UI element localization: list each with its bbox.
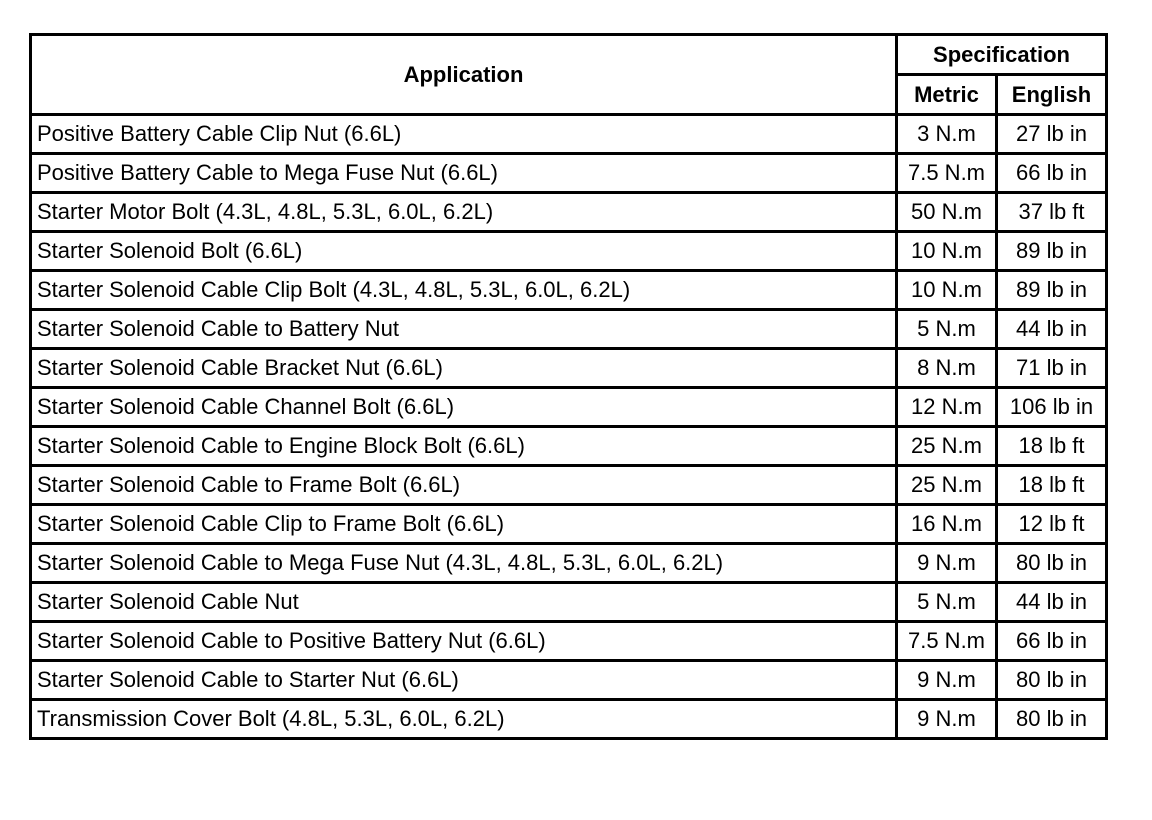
cell-english: 18 lb ft [997, 427, 1107, 466]
cell-metric: 10 N.m [897, 271, 997, 310]
cell-english: 89 lb in [997, 271, 1107, 310]
cell-application: Transmission Cover Bolt (4.8L, 5.3L, 6.0L, 6.2L) [31, 700, 897, 739]
cell-metric: 5 N.m [897, 310, 997, 349]
table-body [31, 115, 1107, 739]
cell-english: 66 lb in [997, 154, 1107, 193]
cell-metric: 12 N.m [897, 388, 997, 427]
cell-metric: 25 N.m [897, 427, 997, 466]
cell-metric: 16 N.m [897, 505, 997, 544]
table-row [31, 115, 1107, 154]
header-metric: Metric [897, 75, 997, 115]
table-row [31, 427, 1107, 466]
cell-metric: 50 N.m [897, 193, 997, 232]
cell-english: 37 lb ft [997, 193, 1107, 232]
cell-english: 27 lb in [997, 115, 1107, 154]
cell-application: Starter Solenoid Cable to Frame Bolt (6.6L) [31, 466, 897, 505]
cell-english: 44 lb in [997, 583, 1107, 622]
table-row [31, 661, 1107, 700]
cell-application: Starter Solenoid Cable Channel Bolt (6.6L) [31, 388, 897, 427]
table-row [31, 466, 1107, 505]
cell-metric: 9 N.m [897, 544, 997, 583]
cell-english: 12 lb ft [997, 505, 1107, 544]
table-row [31, 388, 1107, 427]
cell-metric: 25 N.m [897, 466, 997, 505]
cell-metric: 3 N.m [897, 115, 997, 154]
cell-english: 71 lb in [997, 349, 1107, 388]
table-row [31, 583, 1107, 622]
torque-spec-table [29, 33, 1108, 740]
cell-metric: 9 N.m [897, 700, 997, 739]
cell-english: 80 lb in [997, 544, 1107, 583]
cell-application: Positive Battery Cable Clip Nut (6.6L) [31, 115, 897, 154]
cell-application: Positive Battery Cable to Mega Fuse Nut (6.6L) [31, 154, 897, 193]
cell-english: 44 lb in [997, 310, 1107, 349]
cell-metric: 8 N.m [897, 349, 997, 388]
cell-english: 80 lb in [997, 700, 1107, 739]
cell-application: Starter Solenoid Cable Nut [31, 583, 897, 622]
cell-metric: 7.5 N.m [897, 622, 997, 661]
cell-application: Starter Solenoid Cable to Positive Battery Nut (6.6L) [31, 622, 897, 661]
cell-application: Starter Solenoid Cable to Battery Nut [31, 310, 897, 349]
table-row [31, 310, 1107, 349]
cell-application: Starter Motor Bolt (4.3L, 4.8L, 5.3L, 6.0L, 6.2L) [31, 193, 897, 232]
header-specification: Specification [897, 35, 1107, 75]
cell-application: Starter Solenoid Cable Clip Bolt (4.3L, 4.8L, 5.3L, 6.0L, 6.2L) [31, 271, 897, 310]
header-english: English [997, 75, 1107, 115]
cell-english: 89 lb in [997, 232, 1107, 271]
cell-application: Starter Solenoid Cable to Mega Fuse Nut (4.3L, 4.8L, 5.3L, 6.0L, 6.2L) [31, 544, 897, 583]
cell-metric: 9 N.m [897, 661, 997, 700]
cell-application: Starter Solenoid Cable to Engine Block Bolt (6.6L) [31, 427, 897, 466]
table-row [31, 700, 1107, 739]
cell-english: 66 lb in [997, 622, 1107, 661]
cell-metric: 7.5 N.m [897, 154, 997, 193]
cell-english: 18 lb ft [997, 466, 1107, 505]
table-row [31, 544, 1107, 583]
header-application: Application [31, 35, 897, 115]
cell-application: Starter Solenoid Cable Bracket Nut (6.6L) [31, 349, 897, 388]
table-row [31, 622, 1107, 661]
cell-application: Starter Solenoid Cable Clip to Frame Bolt (6.6L) [31, 505, 897, 544]
cell-application: Starter Solenoid Cable to Starter Nut (6.6L) [31, 661, 897, 700]
table-row [31, 505, 1107, 544]
cell-english: 80 lb in [997, 661, 1107, 700]
table-row [31, 349, 1107, 388]
table-row [31, 193, 1107, 232]
cell-application: Starter Solenoid Bolt (6.6L) [31, 232, 897, 271]
table-row [31, 271, 1107, 310]
cell-metric: 5 N.m [897, 583, 997, 622]
cell-english: 106 lb in [997, 388, 1107, 427]
cell-metric: 10 N.m [897, 232, 997, 271]
header-row [31, 35, 1107, 75]
table-row [31, 232, 1107, 271]
table-row [31, 154, 1107, 193]
